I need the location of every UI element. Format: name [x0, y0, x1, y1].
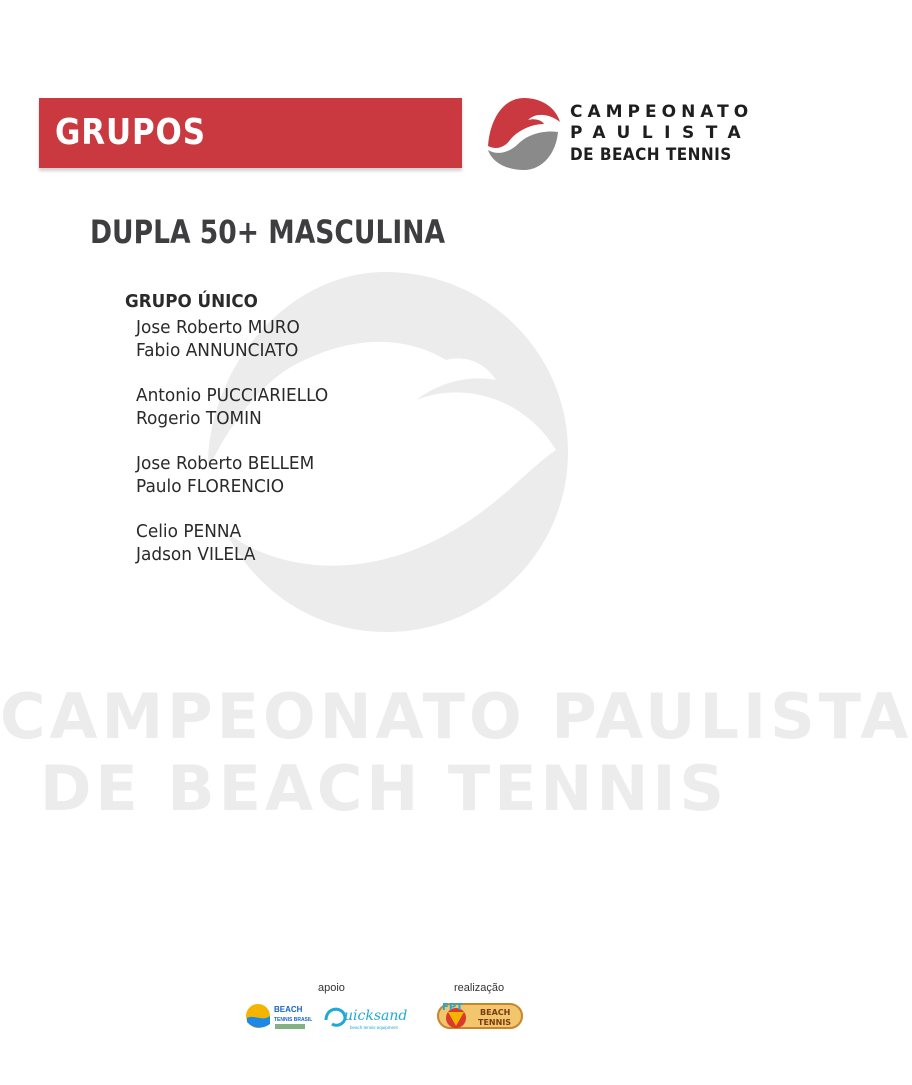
player-name: Fabio ANNUNCIATO — [136, 340, 299, 361]
player-name: Jadson VILELA — [136, 544, 256, 565]
player-name: Antonio PUCCIARIELLO — [136, 385, 329, 406]
player-name: Paulo FLORENCIO — [136, 476, 285, 497]
svg-text:TENNIS: TENNIS — [478, 1018, 512, 1027]
watermark-line-2: DE BEACH TENNIS — [39, 752, 729, 825]
support-label: apoio — [318, 982, 345, 994]
beach-tennis-brasil-logo-icon — [244, 1000, 314, 1032]
pair-item — [136, 452, 341, 498]
svg-text:FPT: FPT — [442, 1002, 463, 1013]
fpt-logo-icon — [436, 998, 526, 1032]
logo-text-line-1: CAMPEONATO — [570, 102, 754, 122]
realization-label: realização — [454, 982, 505, 994]
category-title: DUPLA 50+ MASCULINA — [90, 213, 446, 251]
player-name: Jose Roberto BELLEM — [136, 453, 315, 474]
header-banner — [39, 98, 462, 168]
pair-item — [136, 384, 341, 430]
logo-text-line-3: DE BEACH TENNIS — [570, 145, 732, 165]
pair-item — [136, 520, 341, 566]
svg-text:beach tennis equipment: beach tennis equipment — [350, 1025, 398, 1030]
player-name: Rogerio TOMIN — [136, 408, 262, 429]
svg-text:BEACH: BEACH — [274, 1005, 303, 1014]
championship-logo-icon — [484, 96, 564, 172]
quicksand-logo-icon — [320, 1000, 420, 1032]
svg-text:TENNIS BRASIL: TENNIS BRASIL — [274, 1017, 313, 1023]
pair-list — [136, 316, 341, 588]
svg-text:BEACH: BEACH — [480, 1008, 511, 1017]
player-name: Celio PENNA — [136, 521, 242, 542]
pair-item — [136, 316, 341, 362]
logo-text-line-2: PAULISTA — [570, 123, 753, 143]
championship-logo — [484, 96, 754, 172]
svg-text:uicksand: uicksand — [344, 1008, 408, 1024]
player-name: Jose Roberto MURO — [136, 317, 300, 338]
group-title: GRUPO ÚNICO — [125, 291, 258, 312]
watermark-line-1: CAMPEONATO PAULISTA — [0, 680, 912, 753]
banner-title: GRUPOS — [55, 112, 206, 153]
